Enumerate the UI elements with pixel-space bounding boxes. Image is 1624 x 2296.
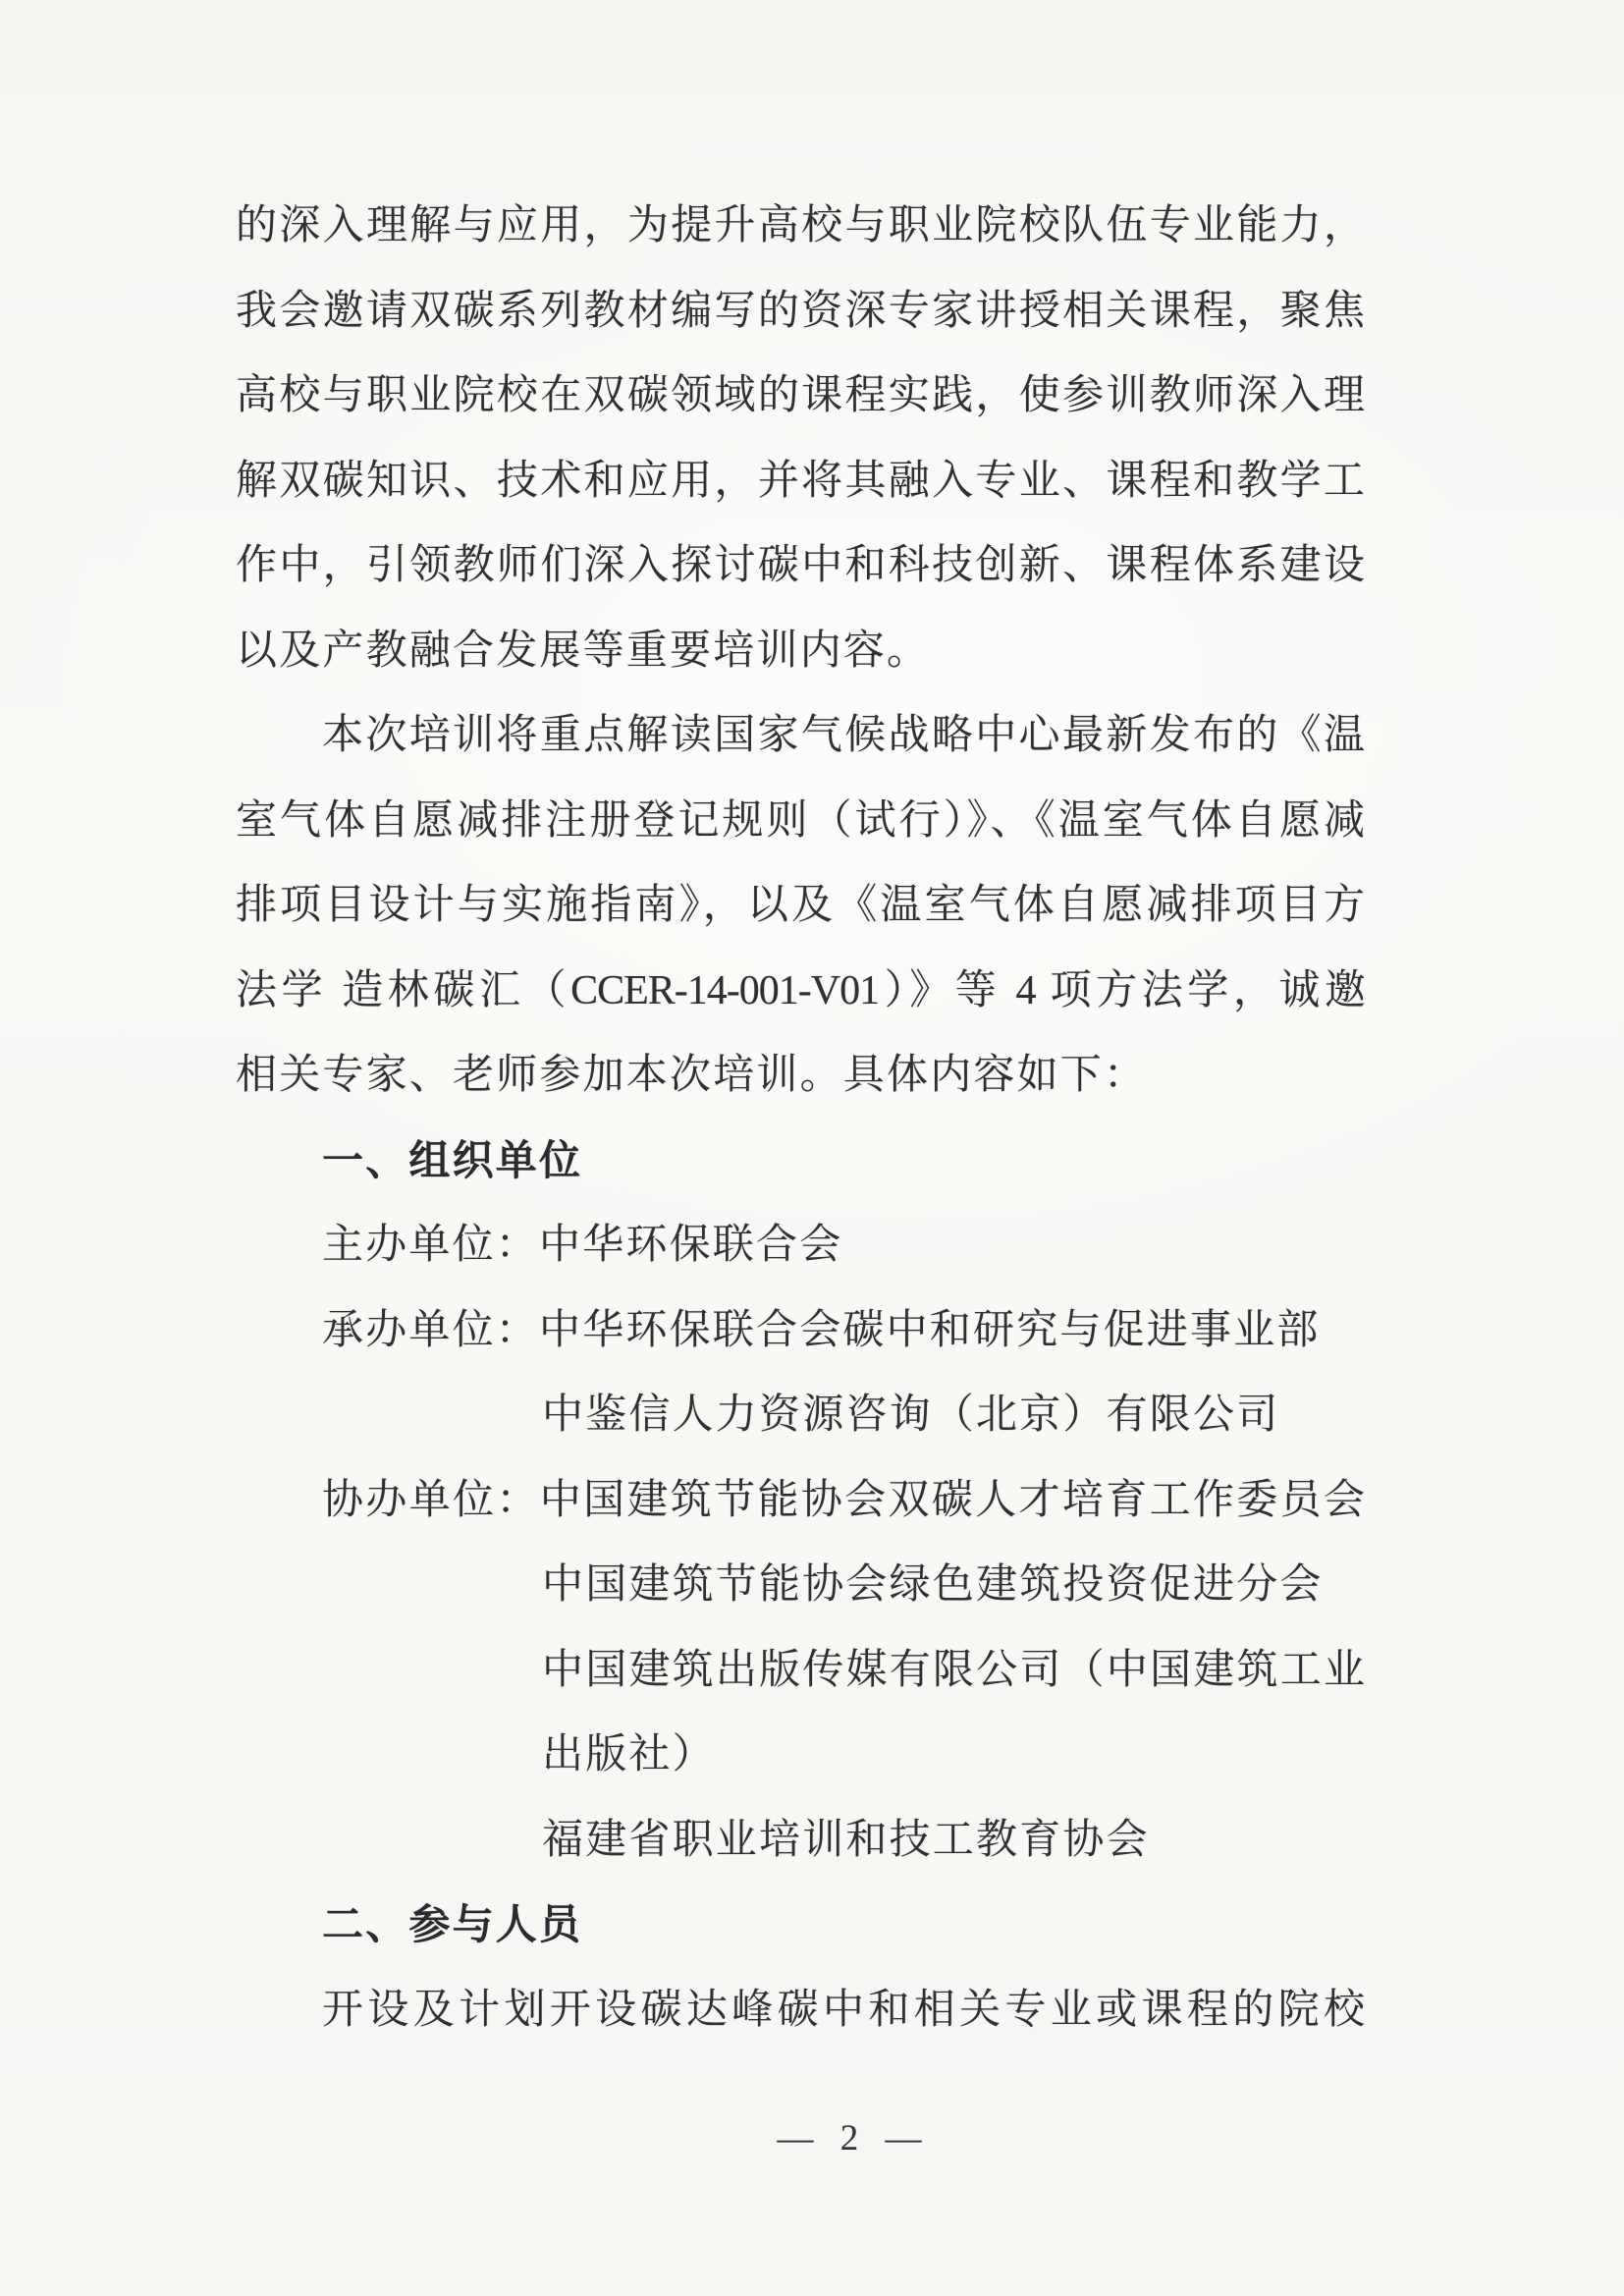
co-organizer-unit-line: 协办单位：中国建筑节能协会双碳人才培育工作委员会: [322, 1477, 1365, 1523]
document-body: [236, 184, 1365, 2052]
co-organizer-unit-continuation: 福建省职业培训和技工教育协会: [542, 1817, 1150, 1863]
paragraph-1-line: 我会邀请双碳系列教材编写的资深专家讲授相关课程，聚焦: [236, 288, 1365, 334]
paragraph-2-line: 相关专家、老师参加本次培训。具体内容如下：: [236, 1053, 1148, 1098]
heading-organizers: 一、组织单位: [322, 1136, 583, 1183]
organizer-unit-continuation: 中鉴信人力资源咨询（北京）有限公司: [542, 1393, 1280, 1438]
paragraph-2-line: 排项目设计与实施指南》，以及《温室气体自愿减排项目方: [236, 883, 1365, 928]
paragraph-1-line: 以及产教融合发展等重要培训内容。: [236, 628, 931, 674]
heading-participants: 二、参与人员: [322, 1901, 583, 1947]
page-number: — 2 —: [777, 2118, 922, 2159]
paragraph-1-line: 的深入理解与应用，为提升高校与职业院校队伍专业能力，: [236, 203, 1365, 248]
paragraph-1-line: 解双碳知识、技术和应用，并将其融入专业、课程和教学工: [236, 458, 1365, 504]
paragraph-2-line: 室气体自愿减排注册登记规则（试行）》、《温室气体自愿减: [236, 797, 1365, 844]
paragraph-1-line: 高校与职业院校在双碳领域的课程实践，使参训教师深入理: [236, 373, 1365, 418]
co-organizer-unit-continuation: 出版社）: [542, 1732, 716, 1777]
paragraph-2-line: 本次培训将重点解读国家气候战略中心最新发布的《温: [322, 713, 1365, 758]
co-organizer-unit-continuation: 中国建筑节能协会绿色建筑投资促进分会: [542, 1562, 1324, 1608]
paragraph-3-line: 开设及计划开设碳达峰碳中和相关专业或课程的院校: [322, 1987, 1365, 2033]
paragraph-2-line-methodology: 法学 造林碳汇（CCER-14-001-V01）》等 4 项方法学，诚邀: [236, 967, 1365, 1013]
host-unit-line: 主办单位：中华环保联合会: [322, 1223, 843, 1268]
organizer-unit-line: 承办单位：中华环保联合会碳中和研究与促进事业部: [322, 1307, 1321, 1353]
paragraph-1-line: 作中，引领教师们深入探讨碳中和科技创新、课程体系建设: [236, 543, 1365, 588]
co-organizer-unit-continuation: 中国建筑出版传媒有限公司（中国建筑工业: [542, 1647, 1365, 1693]
